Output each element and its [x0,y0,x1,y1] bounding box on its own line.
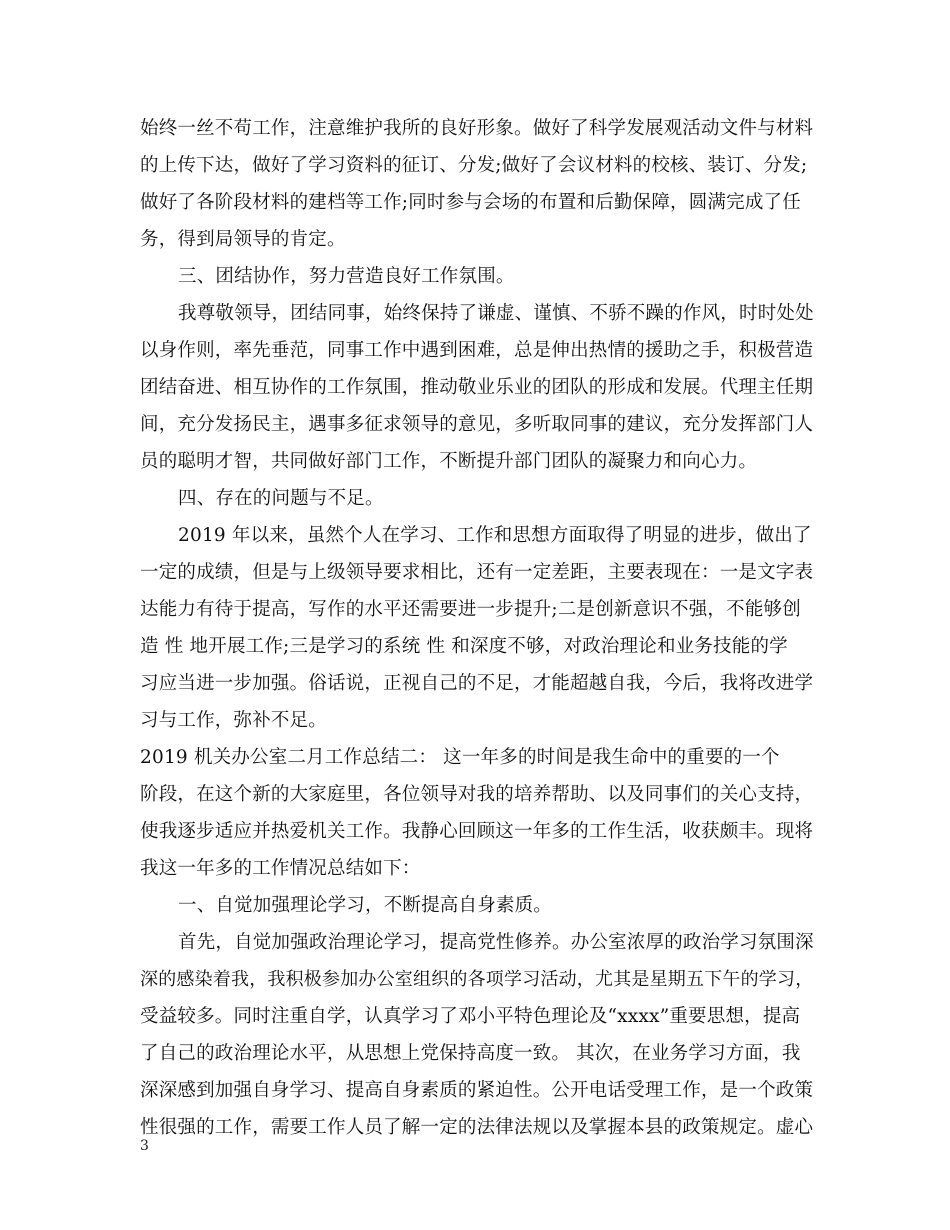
text-line: 一定的成绩，但是与上级领导要求相比，还有一定差距，主要表现在：一是文字表 [140,562,814,583]
text-line: 团结奋进、相互协作的工作氛围，推动敬业乐业的团队的形成和发展。代理主任期 [140,377,814,398]
text-line: 的上传下达，做好了学习资料的征订、分发;做好了会议材料的校核、装订、分发; [140,155,808,176]
text-line: 深的感染着我，我积极参加办公室组织的各项学习活动，尤其是星期五下午的学习， [140,969,814,990]
text-line: 了自己的政治理论水平，从思想上党保持高度一致。 其次，在业务学习方面，我 [140,1043,801,1064]
text-line: 做好了各阶段材料的建档等工作;同时参与会场的布置和后勤保障，圆满完成了任 [140,192,801,213]
text-line: 性很强的工作，需要工作人员了解一定的法律法规以及掌握本县的政策规定。虚心 [140,1117,814,1138]
text-line: 达能力有待于提高，写作的水平还需要进一步提升;二是创新意识不强，不能够创 [140,599,801,620]
section-heading: 一、自觉加强理论学习，不断提高自身素质。 [178,895,553,916]
text-line: 我这一年多的工作情况总结如下： [140,858,421,879]
text-line: 受益较多。同时注重自学，认真学习了邓小平特色理论及“xxxx”重要思想，提高 [140,1006,801,1027]
text-line: 间，充分发扬民主，遇事多征求领导的意见，多听取同事的建议，充分发挥部门人 [140,414,814,435]
section-heading: 三、团结协作，努力营造良好工作氛围。 [178,266,515,287]
text-line: 我尊敬领导，团结同事，始终保持了谦虚、谨慎、不骄不躁的作风，时时处处 [178,303,814,324]
page-number: 3 [140,1138,149,1154]
text-line: 2019 年以来，虽然个人在学习、工作和思想方面取得了明显的进步，做出了 [178,525,812,546]
text-line: 2019 机关办公室二月工作总结二： 这一年多的时间是我生命中的重要的一个 [140,747,780,768]
text-line: 习应当进一步加强。俗话说，正视自己的不足，才能超越自我，今后，我将改进学 [140,673,814,694]
text-line: 习与工作，弥补不足。 [140,710,328,731]
text-line: 以身作则，率先垂范，同事工作中遇到困难，总是伸出热情的援助之手，积极营造 [140,340,814,361]
text-line: 阶段，在这个新的大家庭里，各位领导对我的培养帮助、以及同事们的关心支持， [140,784,814,805]
text-line: 首先，自觉加强政治理论学习，提高党性修养。办公室浓厚的政治学习氛围深 [178,932,814,953]
text-line: 员的聪明才智，共同做好部门工作，不断提升部门团队的凝聚力和向心力。 [140,451,758,472]
text-line: 造 性 地开展工作;三是学习的系统 性 和深度不够，对政治理论和业务技能的学 [140,636,788,657]
text-line: 始终一丝不苟工作，注意维护我所的良好形象。做好了科学发展观活动文件与材料 [140,118,814,139]
text-line: 务，得到局领导的肯定。 [140,229,346,250]
text-line: 使我逐步适应并热爱机关工作。我静心回顾这一年多的工作生活，收获颇丰。现将 [140,821,814,842]
text-line: 深深感到加强自身学习、提高自身素质的紧迫性。公开电话受理工作，是一个政策 [140,1080,814,1101]
section-heading: 四、存在的问题与不足。 [178,488,384,509]
